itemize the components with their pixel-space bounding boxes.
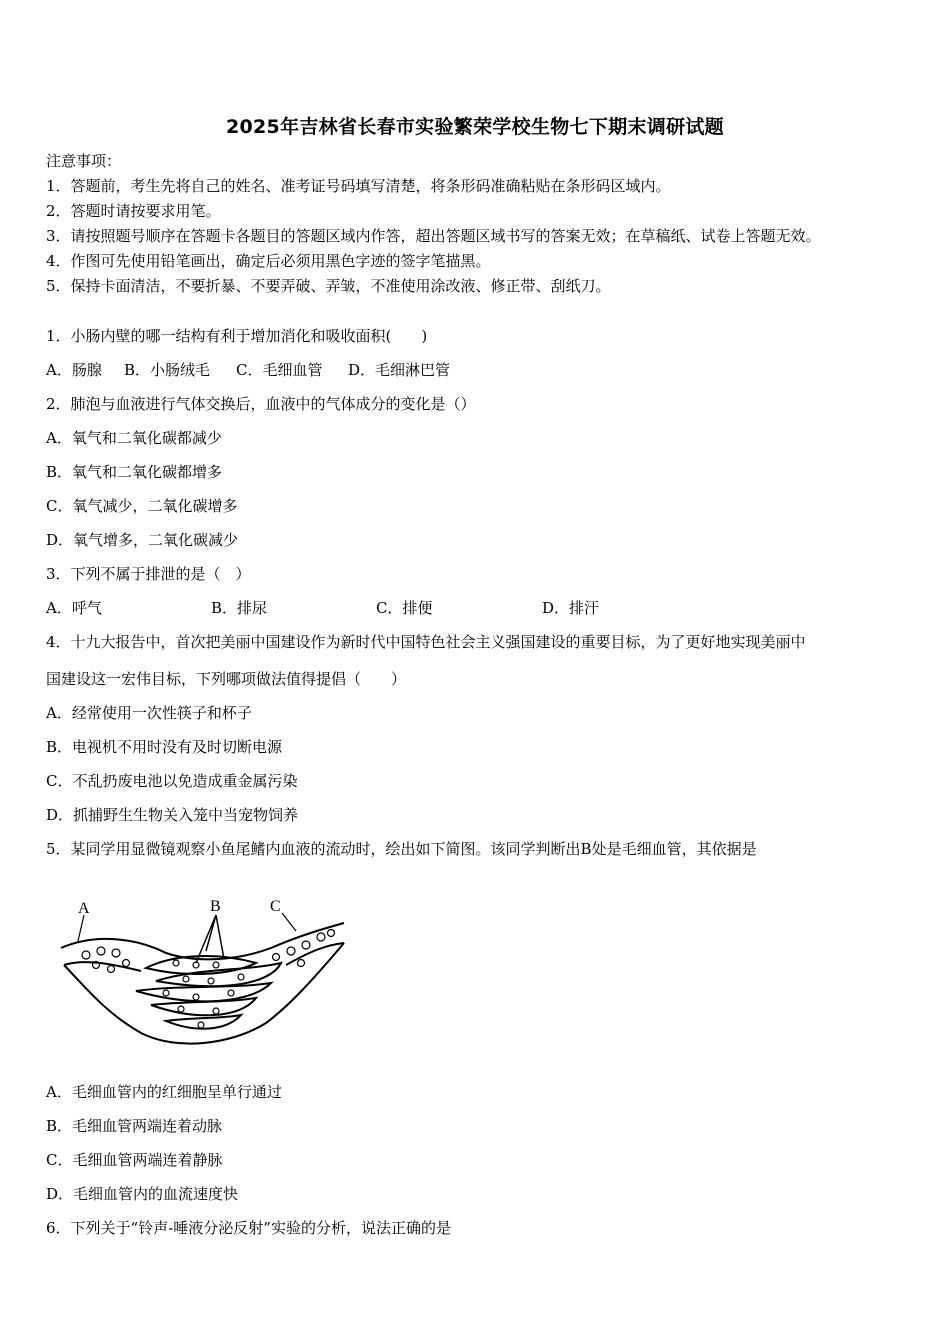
q2-option-c: C．氧气减少，二氧化碳增多 [46,497,238,515]
q5-option-a: A．毛细血管内的红细胞呈单行通过 [46,1083,282,1101]
q3-option-c: C．排便 [376,599,433,617]
figure-label-a: A [78,900,90,917]
q5-option-c: C．毛细血管两端连着静脉 [46,1151,223,1169]
question-1-stem: 1．小肠内壁的哪一结构有利于增加消化和吸收面积( ) [46,327,428,345]
question-4-stem-line-2: 国建设这一宏伟目标，下列哪项做法值得提倡（ ） [46,670,407,688]
q2-option-b: B．氧气和二氧化碳都增多 [46,463,223,481]
notice-item: 3．请按照题号顺序在答题卡各题目的答题区域内作答，超出答题区域书写的答案无效；在草稿纸、试卷上答题无效。 [46,227,821,245]
question-5-stem: 5．某同学用显微镜观察小鱼尾鳍内血液的流动时，绘出如下简图。该同学判断出B处是毛细血管，其依据是 [46,840,757,858]
q5-option-d: D．毛细血管内的血流速度快 [46,1185,239,1203]
q2-option-d: D．氧气增多，二氧化碳减少 [46,531,239,549]
q1-option-c: C．毛细血管 [236,361,323,379]
q5-option-b: B．毛细血管两端连着动脉 [46,1117,223,1135]
question-4-stem-line-1: 4．十九大报告中，首次把美丽中国建设作为新时代中国特色社会主义强国建设的重要目标，为了更好地实现美丽中 [46,633,806,651]
q1-option-b: B．小肠绒毛 [124,361,211,379]
notice-heading: 注意事项： [46,152,122,170]
page-title: 2025年吉林省长春市实验繁荣学校生物七下期末调研试题 [226,116,724,138]
q2-option-a: A．氧气和二氧化碳都减少 [46,429,222,447]
q4-option-c: C．不乱扔废电池以免造成重金属污染 [46,772,298,790]
q4-option-b: B．电视机不用时没有及时切断电源 [46,738,283,756]
q4-option-a: A．经常使用一次性筷子和杯子 [46,704,252,722]
notice-item: 1．答题前，考生先将自己的姓名、准考证号码填写清楚，将条形码准确粘贴在条形码区域内。 [46,177,671,195]
q3-option-d: D．排汗 [542,599,600,617]
question-3-stem: 3．下列不属于排泄的是（ ） [46,565,251,583]
notice-item: 2．答题时请按要求用笔。 [46,202,221,220]
notice-item: 4．作图可先使用铅笔画出，确定后必须用黑色字迹的签字笔描黑。 [46,252,491,270]
question-2-stem: 2．肺泡与血液进行气体交换后，血液中的气体成分的变化是（） [46,395,476,413]
q1-option-d: D．毛细淋巴管 [348,361,451,379]
notice-item: 5．保持卡面清洁，不要折暴、不要弄破、弄皱，不准使用涂改液、修正带、刮纸刀。 [46,277,611,295]
figure-label-b: B [210,898,221,915]
capillary-diagram [56,893,348,1053]
q4-option-d: D．抓捕野生生物关入笼中当宠物饲养 [46,806,299,824]
question-6-stem: 6．下列关于“铃声-唾液分泌反射”实验的分析，说法正确的是 [46,1219,451,1237]
figure-label-c: C [270,898,281,915]
q3-option-b: B．排尿 [211,599,268,617]
q1-option-a: A．肠腺 [46,361,102,379]
q3-option-a: A．呼气 [46,599,102,617]
